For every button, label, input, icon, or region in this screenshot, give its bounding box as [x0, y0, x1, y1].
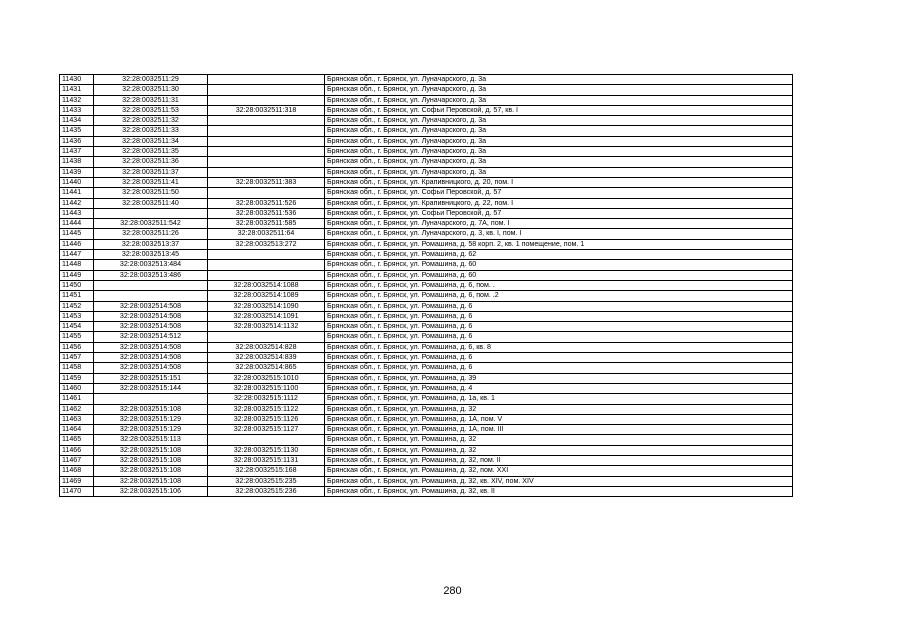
row-number-cell: 11455: [60, 332, 94, 342]
row-number-cell: 11450: [60, 280, 94, 290]
address-cell: Брянская обл., г. Брянск, ул. Крапивницкого, д. 20, пом. I: [325, 177, 793, 187]
table-row: [60, 95, 793, 105]
table-row: [60, 280, 793, 290]
object-number-cell: [208, 95, 325, 105]
row-number-cell: 11453: [60, 311, 94, 321]
object-number-cell: 32:28:0032515:1100: [208, 383, 325, 393]
object-number-cell: 32:28:0032515:1131: [208, 455, 325, 465]
table-row: [60, 414, 793, 424]
address-cell: Брянская обл., г. Брянск, ул. Ромашина, д. 32: [325, 404, 793, 414]
address-cell: Брянская обл., г. Брянск, ул. Ромашина, д. 6, пом. .: [325, 280, 793, 290]
row-number-cell: 11457: [60, 353, 94, 363]
parcel-number-cell: 32:28:0032515:108: [94, 455, 208, 465]
table-row: [60, 116, 793, 126]
parcel-number-cell: 32:28:0032515:106: [94, 486, 208, 496]
table-row: [60, 466, 793, 476]
parcel-number-cell: 32:28:0032511:542: [94, 219, 208, 229]
address-cell: Брянская обл., г. Брянск, ул. Ромашина, д. 32, пом. II: [325, 455, 793, 465]
address-cell: Брянская обл., г. Брянск, ул. Ромашина, д. 6: [325, 322, 793, 332]
table-row: [60, 455, 793, 465]
object-number-cell: 32:28:0032515:1122: [208, 404, 325, 414]
parcel-number-cell: 32:28:0032514:508: [94, 322, 208, 332]
table-row: [60, 332, 793, 342]
row-number-cell: 11438: [60, 157, 94, 167]
object-number-cell: [208, 332, 325, 342]
parcel-number-cell: 32:28:0032511:41: [94, 177, 208, 187]
parcel-number-cell: 32:28:0032513:45: [94, 250, 208, 260]
table-row: [60, 198, 793, 208]
row-number-cell: 11440: [60, 177, 94, 187]
row-number-cell: 11436: [60, 136, 94, 146]
row-number-cell: 11462: [60, 404, 94, 414]
parcel-number-cell: 32:28:0032515:108: [94, 404, 208, 414]
table-row: [60, 229, 793, 239]
parcel-number-cell: 32:28:0032513:484: [94, 260, 208, 270]
row-number-cell: 11435: [60, 126, 94, 136]
parcel-number-cell: 32:28:0032514:508: [94, 363, 208, 373]
table-row: [60, 435, 793, 445]
parcel-number-cell: 32:28:0032514:512: [94, 332, 208, 342]
parcel-number-cell: 32:28:0032515:108: [94, 476, 208, 486]
address-cell: Брянская обл., г. Брянск, ул. Луначарского, д. 3а: [325, 147, 793, 157]
address-cell: Брянская обл., г. Брянск, ул. Луначарского, д. 3а: [325, 85, 793, 95]
parcel-number-cell: 32:28:0032511:40: [94, 198, 208, 208]
address-cell: Брянская обл., г. Брянск, ул. Ромашина, д. 60: [325, 270, 793, 280]
address-cell: Брянская обл., г. Брянск, ул. Ромашина, д. 32: [325, 445, 793, 455]
row-number-cell: 11454: [60, 322, 94, 332]
object-number-cell: 32:28:0032514:1090: [208, 301, 325, 311]
row-number-cell: 11437: [60, 147, 94, 157]
parcel-number-cell: 32:28:0032511:35: [94, 147, 208, 157]
object-number-cell: 32:28:0032515:236: [208, 486, 325, 496]
address-cell: Брянская обл., г. Брянск, ул. Ромашина, д. 39: [325, 373, 793, 383]
table-row: [60, 425, 793, 435]
address-cell: Брянская обл., г. Брянск, ул. Ромашина, д. 6: [325, 301, 793, 311]
object-number-cell: 32:28:0032511:383: [208, 177, 325, 187]
address-cell: Брянская обл., г. Брянск, ул. Крапивницкого, д. 22, пом. I: [325, 198, 793, 208]
object-number-cell: [208, 250, 325, 260]
table-row: [60, 147, 793, 157]
row-number-cell: 11470: [60, 486, 94, 496]
parcel-number-cell: 32:28:0032514:508: [94, 342, 208, 352]
address-cell: Брянская обл., г. Брянск, ул. Ромашина, д. 6: [325, 353, 793, 363]
address-cell: Брянская обл., г. Брянск, ул. Луначарского, д. 3, кв. I, пом. I: [325, 229, 793, 239]
parcel-number-cell: 32:28:0032514:508: [94, 301, 208, 311]
row-number-cell: 11466: [60, 445, 94, 455]
object-number-cell: [208, 75, 325, 85]
address-cell: Брянская обл., г. Брянск, ул. Луначарского, д. 3а: [325, 75, 793, 85]
object-number-cell: 32:28:0032515:1127: [208, 425, 325, 435]
address-cell: Брянская обл., г. Брянск, ул. Ромашина, д. 32: [325, 435, 793, 445]
address-cell: Брянская обл., г. Брянск, ул. Ромашина, д. 6: [325, 332, 793, 342]
table-row: [60, 270, 793, 280]
table-row: [60, 404, 793, 414]
object-number-cell: 32:28:0032514:1089: [208, 291, 325, 301]
row-number-cell: 11447: [60, 250, 94, 260]
object-number-cell: [208, 435, 325, 445]
parcel-number-cell: 32:28:0032514:508: [94, 353, 208, 363]
row-number-cell: 11433: [60, 105, 94, 115]
address-cell: Брянская обл., г. Брянск, ул. Ромашина, д. 32, пом. XXI: [325, 466, 793, 476]
address-cell: Брянская обл., г. Брянск, ул. Луначарского, д. 3а: [325, 126, 793, 136]
parcel-number-cell: 32:28:0032511:31: [94, 95, 208, 105]
table-row: [60, 322, 793, 332]
table-row: [60, 394, 793, 404]
address-cell: Брянская обл., г. Брянск, ул. Ромашина, д. 6: [325, 363, 793, 373]
parcel-number-cell: 32:28:0032513:486: [94, 270, 208, 280]
address-cell: Брянская обл., г. Брянск, ул. Ромашина, д. 1А, пом. V: [325, 414, 793, 424]
object-number-cell: 32:28:0032514:1132: [208, 322, 325, 332]
object-number-cell: 32:28:0032515:1130: [208, 445, 325, 455]
table-row: [60, 486, 793, 496]
row-number-cell: 11459: [60, 373, 94, 383]
table-row: [60, 342, 793, 352]
parcel-number-cell: 32:28:0032511:53: [94, 105, 208, 115]
row-number-cell: 11439: [60, 167, 94, 177]
table-row: [60, 177, 793, 187]
parcel-number-cell: 32:28:0032515:129: [94, 414, 208, 424]
row-number-cell: 11443: [60, 208, 94, 218]
table-row: [60, 353, 793, 363]
table-row: [60, 373, 793, 383]
row-number-cell: 11434: [60, 116, 94, 126]
parcel-number-cell: [94, 208, 208, 218]
table-row: [60, 85, 793, 95]
table-row: [60, 157, 793, 167]
address-cell: Брянская обл., г. Брянск, ул. Ромашина, д. 6, пом. .2: [325, 291, 793, 301]
object-number-cell: 32:28:0032514:1088: [208, 280, 325, 290]
object-number-cell: 32:28:0032514:828: [208, 342, 325, 352]
row-number-cell: 11469: [60, 476, 94, 486]
address-cell: Брянская обл., г. Брянск, ул. Ромашина, д. 4: [325, 383, 793, 393]
address-cell: Брянская обл., г. Брянск, ул. Луначарского, д. 3а: [325, 116, 793, 126]
address-cell: Брянская обл., г. Брянск, ул. Луначарского, д. 7А, пом. I: [325, 219, 793, 229]
address-cell: Брянская обл., г. Брянск, ул. Ромашина, д. 32, кв. XIV, пом. XIV: [325, 476, 793, 486]
table-row: [60, 219, 793, 229]
row-number-cell: 11432: [60, 95, 94, 105]
cadastral-table: [59, 74, 793, 497]
object-number-cell: [208, 260, 325, 270]
object-number-cell: [208, 126, 325, 136]
row-number-cell: 11451: [60, 291, 94, 301]
row-number-cell: 11456: [60, 342, 94, 352]
object-number-cell: 32:28:0032511:526: [208, 198, 325, 208]
object-number-cell: 32:28:0032515:1112: [208, 394, 325, 404]
table-row: [60, 476, 793, 486]
row-number-cell: 11465: [60, 435, 94, 445]
table-row: [60, 445, 793, 455]
parcel-number-cell: 32:28:0032511:30: [94, 85, 208, 95]
parcel-number-cell: 32:28:0032515:108: [94, 445, 208, 455]
parcel-number-cell: 32:28:0032511:26: [94, 229, 208, 239]
address-cell: Брянская обл., г. Брянск, ул. Софьи Перовской, д. 57: [325, 208, 793, 218]
table-row: [60, 260, 793, 270]
parcel-number-cell: 32:28:0032511:36: [94, 157, 208, 167]
object-number-cell: 32:28:0032511:536: [208, 208, 325, 218]
table-row: [60, 136, 793, 146]
object-number-cell: 32:28:0032515:168: [208, 466, 325, 476]
address-cell: Брянская обл., г. Брянск, ул. Ромашина, д. 62: [325, 250, 793, 260]
row-number-cell: 11445: [60, 229, 94, 239]
object-number-cell: 32:28:0032515:1010: [208, 373, 325, 383]
parcel-number-cell: 32:28:0032515:113: [94, 435, 208, 445]
object-number-cell: 32:28:0032511:64: [208, 229, 325, 239]
object-number-cell: [208, 188, 325, 198]
row-number-cell: 11461: [60, 394, 94, 404]
object-number-cell: [208, 85, 325, 95]
object-number-cell: 32:28:0032515:235: [208, 476, 325, 486]
object-number-cell: [208, 136, 325, 146]
object-number-cell: [208, 116, 325, 126]
table-row: [60, 311, 793, 321]
object-number-cell: [208, 157, 325, 167]
parcel-number-cell: 32:28:0032511:32: [94, 116, 208, 126]
address-cell: Брянская обл., г. Брянск, ул. Луначарского, д. 3а: [325, 167, 793, 177]
parcel-number-cell: 32:28:0032515:108: [94, 466, 208, 476]
parcel-number-cell: 32:28:0032511:50: [94, 188, 208, 198]
address-cell: Брянская обл., г. Брянск, ул. Софьи Перовской, д. 57, кв. I: [325, 105, 793, 115]
row-number-cell: 11442: [60, 198, 94, 208]
row-number-cell: 11430: [60, 75, 94, 85]
table-row: [60, 75, 793, 85]
parcel-number-cell: [94, 280, 208, 290]
row-number-cell: 11452: [60, 301, 94, 311]
parcel-number-cell: 32:28:0032513:37: [94, 239, 208, 249]
object-number-cell: [208, 167, 325, 177]
table-body: [60, 75, 793, 497]
parcel-number-cell: 32:28:0032511:34: [94, 136, 208, 146]
address-cell: Брянская обл., г. Брянск, ул. Ромашина, д. 1А, пом. III: [325, 425, 793, 435]
object-number-cell: 32:28:0032513:272: [208, 239, 325, 249]
address-cell: Брянская обл., г. Брянск, ул. Луначарского, д. 3а: [325, 157, 793, 167]
parcel-number-cell: 32:28:0032511:37: [94, 167, 208, 177]
address-cell: Брянская обл., г. Брянск, ул. Ромашина, д. 1а, кв. 1: [325, 394, 793, 404]
table-row: [60, 208, 793, 218]
object-number-cell: 32:28:0032514:865: [208, 363, 325, 373]
row-number-cell: 11444: [60, 219, 94, 229]
address-cell: Брянская обл., г. Брянск, ул. Ромашина, д. 60: [325, 260, 793, 270]
row-number-cell: 11468: [60, 466, 94, 476]
parcel-number-cell: 32:28:0032514:508: [94, 311, 208, 321]
object-number-cell: 32:28:0032515:1126: [208, 414, 325, 424]
table-row: [60, 250, 793, 260]
address-cell: Брянская обл., г. Брянск, ул. Ромашина, д. 32, кв. II: [325, 486, 793, 496]
object-number-cell: 32:28:0032511:318: [208, 105, 325, 115]
object-number-cell: 32:28:0032514:1091: [208, 311, 325, 321]
table-row: [60, 126, 793, 136]
parcel-number-cell: [94, 291, 208, 301]
parcel-number-cell: 32:28:0032511:29: [94, 75, 208, 85]
row-number-cell: 11467: [60, 455, 94, 465]
row-number-cell: 11446: [60, 239, 94, 249]
object-number-cell: 32:28:0032514:839: [208, 353, 325, 363]
row-number-cell: 11458: [60, 363, 94, 373]
row-number-cell: 11431: [60, 85, 94, 95]
row-number-cell: 11448: [60, 260, 94, 270]
parcel-number-cell: 32:28:0032511:33: [94, 126, 208, 136]
address-cell: Брянская обл., г. Брянск, ул. Софьи Перовской, д. 57: [325, 188, 793, 198]
parcel-number-cell: [94, 394, 208, 404]
table-row: [60, 239, 793, 249]
table-row: [60, 105, 793, 115]
object-number-cell: [208, 270, 325, 280]
table-row: [60, 363, 793, 373]
table-row: [60, 291, 793, 301]
address-cell: Брянская обл., г. Брянск, ул. Луначарского, д. 3а: [325, 95, 793, 105]
parcel-number-cell: 32:28:0032515:151: [94, 373, 208, 383]
row-number-cell: 11449: [60, 270, 94, 280]
parcel-number-cell: 32:28:0032515:144: [94, 383, 208, 393]
object-number-cell: [208, 147, 325, 157]
table-row: [60, 301, 793, 311]
parcel-number-cell: 32:28:0032515:129: [94, 425, 208, 435]
address-cell: Брянская обл., г. Брянск, ул. Ромашина, д. 6, кв. 8: [325, 342, 793, 352]
address-cell: Брянская обл., г. Брянск, ул. Ромашина, д. 58 корп. 2, кв. 1 помещение, пом. 1: [325, 239, 793, 249]
table-row: [60, 188, 793, 198]
address-cell: Брянская обл., г. Брянск, ул. Луначарского, д. 3а: [325, 136, 793, 146]
table-row: [60, 167, 793, 177]
row-number-cell: 11460: [60, 383, 94, 393]
row-number-cell: 11464: [60, 425, 94, 435]
row-number-cell: 11441: [60, 188, 94, 198]
row-number-cell: 11463: [60, 414, 94, 424]
page-number: 280: [443, 585, 462, 597]
object-number-cell: 32:28:0032511:585: [208, 219, 325, 229]
address-cell: Брянская обл., г. Брянск, ул. Ромашина, д. 6: [325, 311, 793, 321]
table-row: [60, 383, 793, 393]
